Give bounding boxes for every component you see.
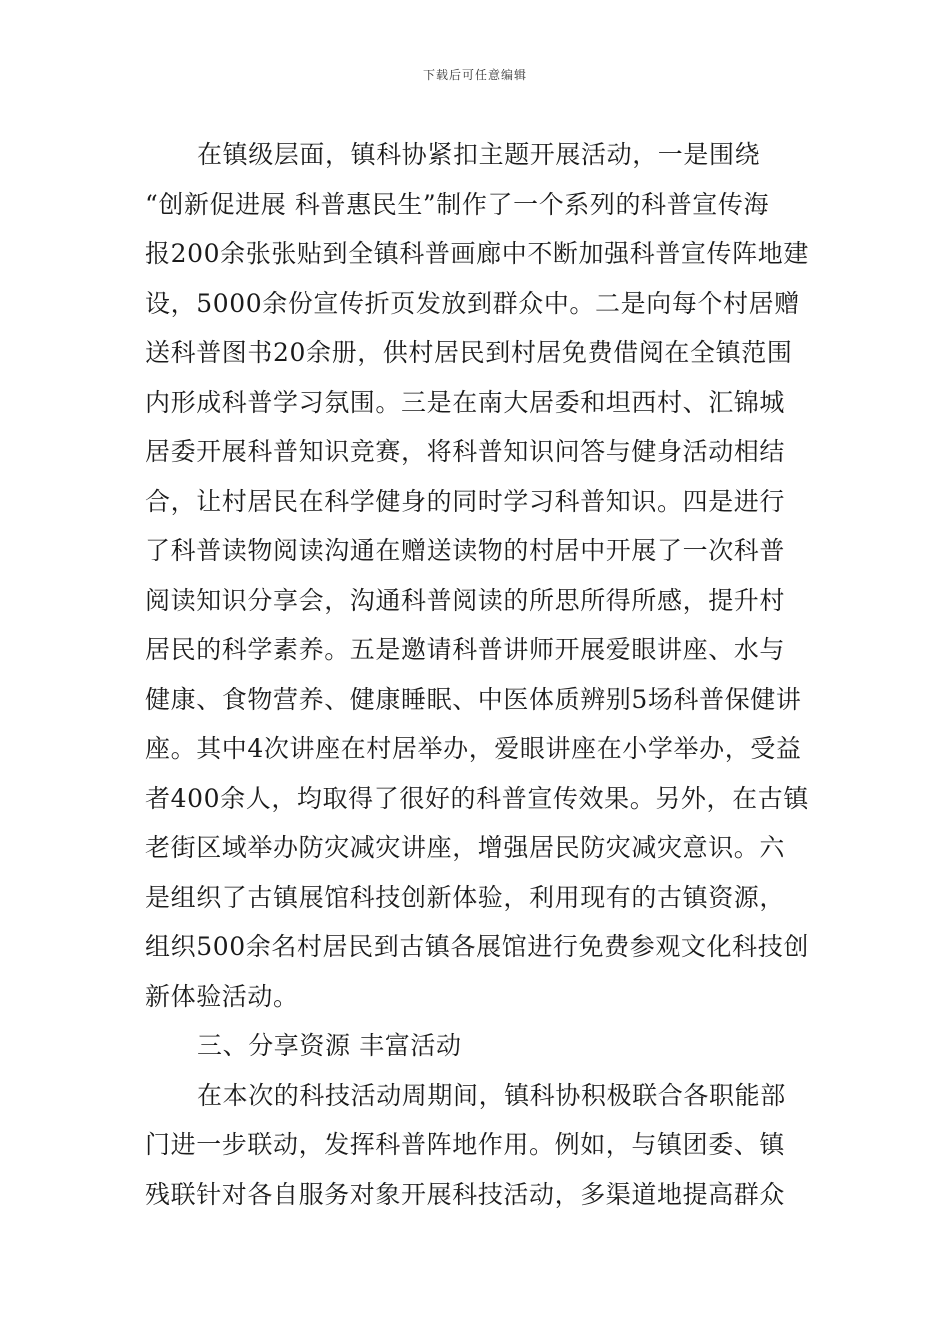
paragraph-line: 阅读知识分享会，沟通科普阅读的所思所得所感，提升村 [145, 585, 786, 615]
header-note: 下载后可任意编辑 [422, 68, 527, 82]
paragraph-line: 者400余人，均取得了很好的科普宣传效果。另外，在古镇 [145, 783, 809, 813]
paragraph-line: 健康、食物营养、健康睡眠、中医体质辨别5场科普保健讲 [145, 684, 802, 714]
paragraph-line: 残联针对各自服务对象开展科技活动，多渠道地提高群众 [145, 1179, 786, 1209]
paragraph-line: 新体验活动。 [145, 981, 299, 1011]
paragraph-line: 设，5000余份宣传折页发放到群众中。二是向每个村居赠 [145, 288, 800, 318]
paragraph-line: 老街区域举办防灾减灾讲座，增强居民防灾减灾意识。六 [145, 833, 786, 862]
paragraph-line: 是组织了古镇展馆科技创新体验，利用现有的古镇资源， [145, 882, 786, 912]
paragraph-line: 了科普读物阅读沟通在赠送读物的村居中开展了一次科普 [145, 536, 786, 565]
paragraph-line: 送科普图书20余册，供村居民到村居免费借阅在全镇范围 [145, 338, 793, 367]
paragraph-line: 在本次的科技活动周期间，镇科协积极联合各职能部 [197, 1080, 786, 1110]
paragraph-line: 居委开展科普知识竞赛，将科普知识问答与健身活动相结 [145, 437, 786, 466]
paragraph-line: 内形成科普学习氛围。三是在南大居委和坦西村、汇锦城 [145, 387, 786, 417]
paragraph-line: 组织500余名村居民到古镇各展馆进行免费参观文化科技创 [145, 932, 809, 961]
paragraph-line: 座。其中4次讲座在村居举办，爱眼讲座在小学举办，受益 [145, 734, 802, 763]
paragraph-line: 在镇级层面，镇科协紧扣主题开展活动，一是围绕 [197, 140, 761, 169]
paragraph-line: 报200余张张贴到全镇科普画廊中不断加强科普宣传阵地建 [145, 239, 809, 268]
section-heading: 三、分享资源 丰富活动 [197, 1031, 462, 1060]
paragraph-line: “创新促进展 科普惠民生”制作了一个系列的科普宣传海 [145, 189, 770, 219]
body-text [145, 130, 807, 1219]
paragraph-line: 合，让村居民在科学健身的同时学习科普知识。四是进行 [145, 486, 786, 516]
paragraph-line: 居民的科学素养。五是邀请科普讲师开展爱眼讲座、水与 [145, 635, 786, 664]
paragraph-line: 门进一步联动，发挥科普阵地作用。例如，与镇团委、镇 [145, 1130, 786, 1159]
